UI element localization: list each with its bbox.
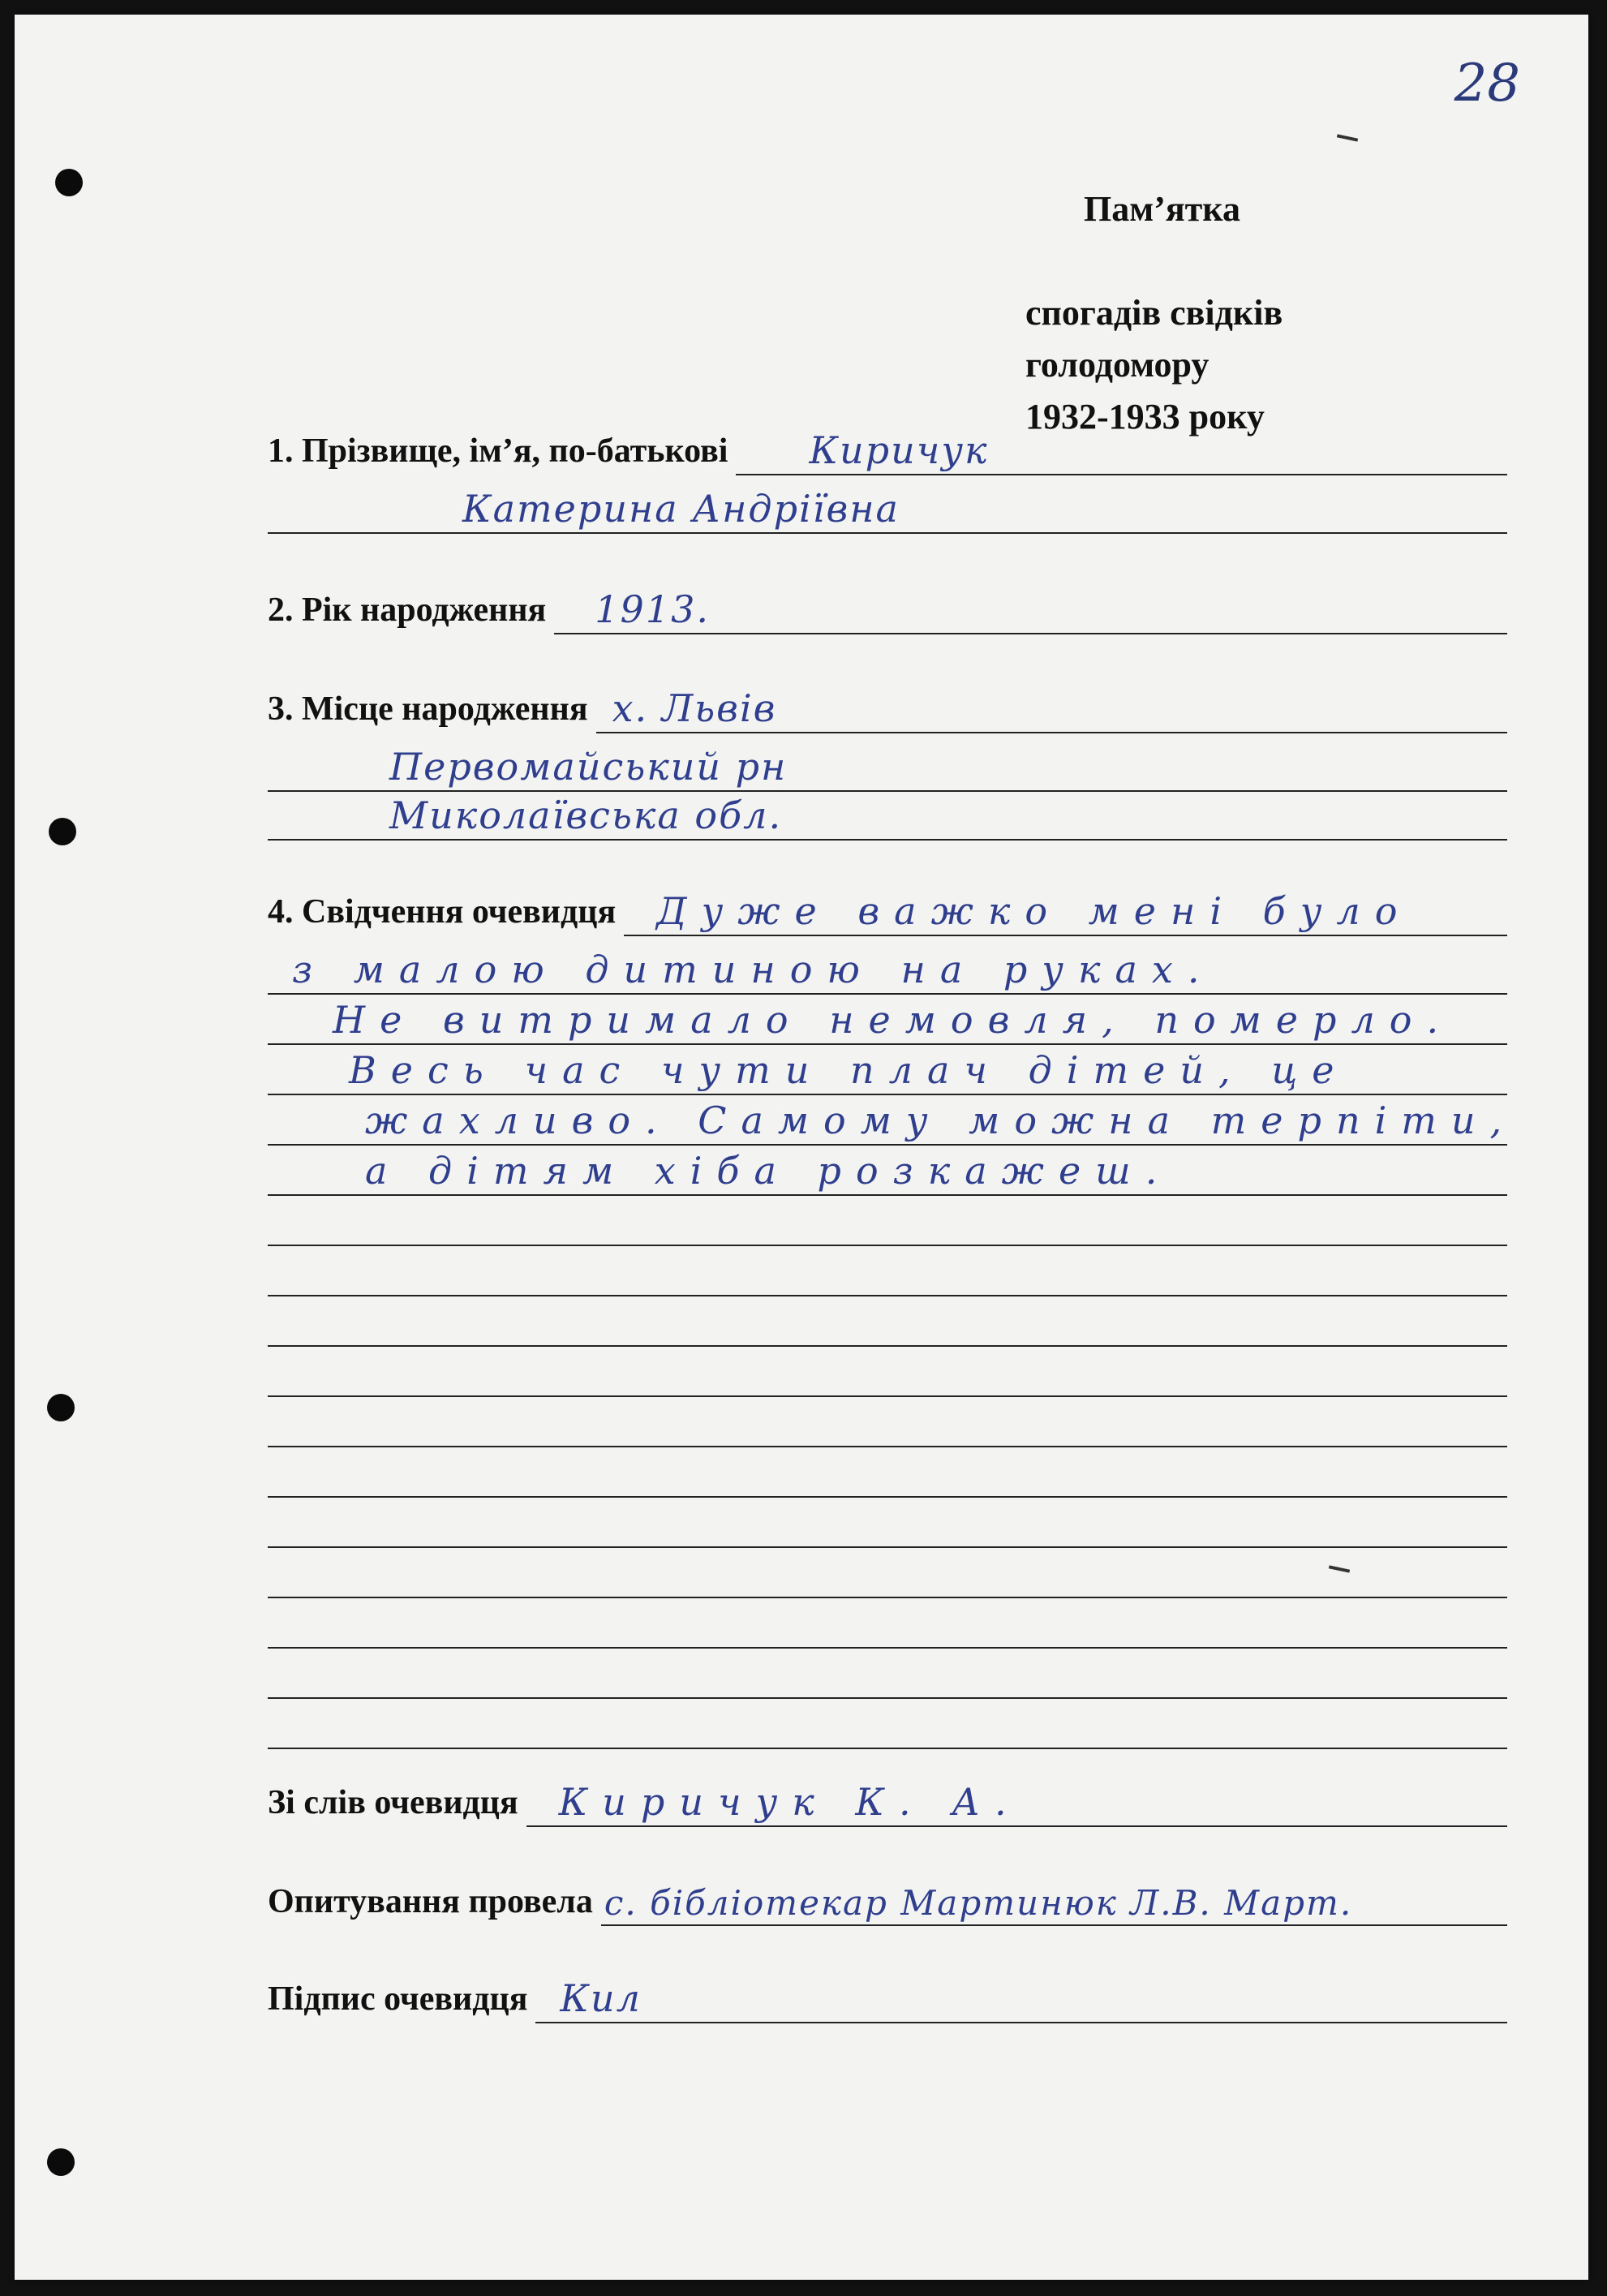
pen-mark (1337, 134, 1358, 141)
name-line-1 (736, 420, 1507, 475)
testimony-text-5: жахливо. Самому можна терпіти, (365, 1099, 1517, 1142)
title-line-1: Пам’ятка (1084, 189, 1240, 229)
signature-line (535, 1968, 1507, 2023)
birth-place-field (268, 678, 1507, 733)
testimony-line-8 (268, 1245, 1507, 1296)
title-line-2: спогадів свідків (1025, 293, 1283, 333)
from-words-field (268, 1772, 1507, 1827)
birth-year-line (554, 579, 1507, 634)
punch-hole (47, 2148, 75, 2176)
birth-place-value-1: х. Львів (612, 686, 777, 730)
testimony-line-5 (268, 1094, 1517, 1146)
birth-year-field (268, 579, 1507, 634)
punch-hole (55, 169, 83, 196)
testimony-line-12 (268, 1446, 1507, 1498)
testimony-line-11 (268, 1395, 1507, 1447)
testimony-line-16 (268, 1647, 1507, 1699)
testimony-field (268, 881, 1507, 936)
page-number: 28 (1454, 54, 1520, 114)
interviewer-field (268, 1871, 1507, 1926)
testimony-label: 4. Свідчення очевидця (268, 893, 617, 931)
from-words-value: Киричук К. А. (558, 1780, 1021, 1824)
testimony-line-14 (268, 1546, 1507, 1598)
interviewer-value: с. бібліотекар Мартинюк Л.В. Март. (604, 1883, 1353, 1923)
testimony-text-1: Дуже важко мені було (656, 889, 1412, 933)
testimony-line-6 (268, 1144, 1507, 1196)
birth-place-value-3: Миколаївська обл. (389, 793, 783, 837)
from-words-label: Зі слів очевидця (268, 1784, 518, 1821)
form-title (1025, 183, 1283, 443)
signature-value: Кил (560, 1976, 642, 2020)
signature-field (268, 1968, 1507, 2023)
testimony-line-1 (624, 881, 1507, 936)
name-field (268, 420, 1507, 475)
testimony-text-3: Не витримало немовля, померло. (333, 998, 1454, 1042)
interviewer-line (601, 1871, 1507, 1926)
interviewer-label: Опитування провела (268, 1883, 593, 1920)
birth-place-line-2 (268, 740, 1507, 792)
testimony-line-10 (268, 1345, 1507, 1397)
title-line-4: 1932-1933 року (1025, 397, 1265, 436)
name-value-1: Киричук (809, 428, 989, 472)
testimony-line-7 (268, 1194, 1507, 1246)
birth-place-line-1 (596, 678, 1507, 733)
signature-label: Підпис очевидця (268, 1980, 528, 2018)
testimony-line-15 (268, 1597, 1507, 1649)
name-line-2 (268, 482, 1507, 534)
testimony-text-2: з малою дитиною на руках. (292, 948, 1214, 991)
title-line-3: голодомору (1025, 345, 1210, 385)
testimony-line-2 (268, 943, 1507, 995)
document-page (15, 15, 1588, 2280)
testimony-line-17 (268, 1697, 1507, 1749)
punch-hole (47, 1394, 75, 1421)
birth-place-line-3 (268, 789, 1507, 841)
testimony-line-13 (268, 1496, 1507, 1548)
birth-year-label: 2. Рік народження (268, 591, 547, 629)
birth-place-value-2: Первомайський рн (389, 745, 788, 789)
testimony-line-9 (268, 1295, 1507, 1347)
from-words-line (526, 1772, 1507, 1827)
testimony-text-4: Весь час чути плач дітей, це (349, 1048, 1349, 1092)
name-label: 1. Прізвище, ім’я, по-батькові (268, 432, 728, 470)
name-value-2: Катерина Андріївна (462, 487, 900, 531)
punch-hole (49, 818, 76, 845)
testimony-line-4 (268, 1043, 1507, 1095)
testimony-text-6: а дітям хіба розкажеш. (365, 1149, 1172, 1193)
birth-year-value: 1913. (595, 587, 710, 631)
testimony-line-3 (268, 993, 1507, 1045)
birth-place-label: 3. Місце народження (268, 690, 588, 728)
